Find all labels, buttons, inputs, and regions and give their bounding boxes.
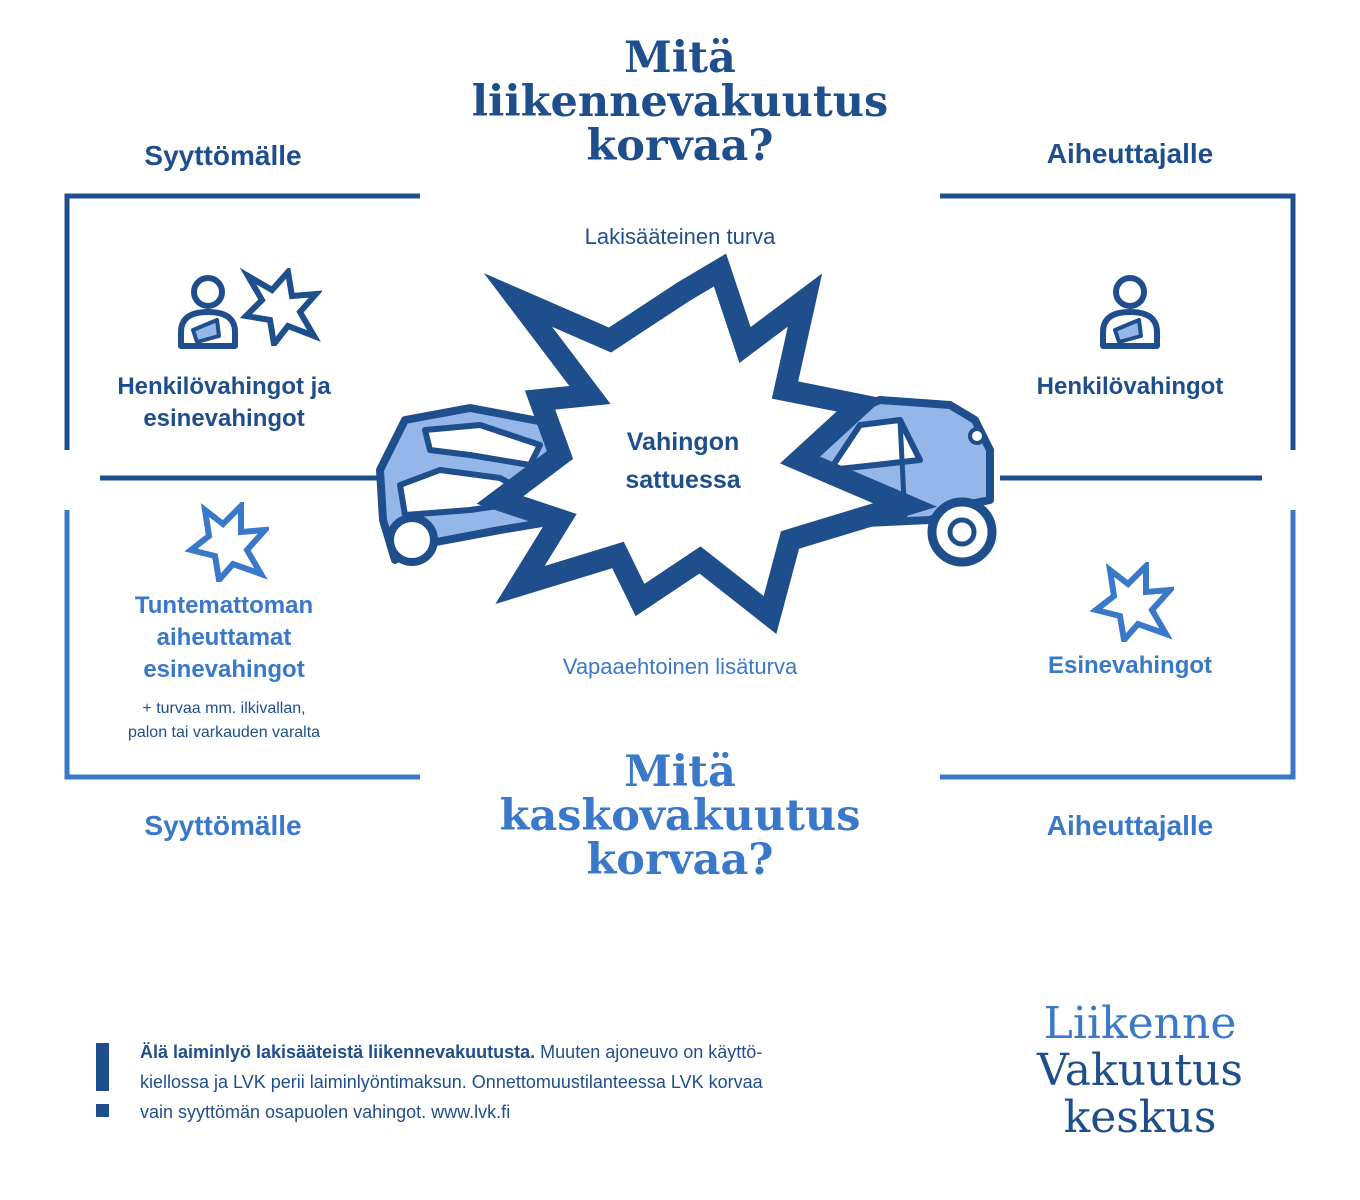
bottom-right-heading: Aiheuttajalle — [1046, 810, 1214, 841]
bottom-left-note — [64, 697, 384, 745]
center-label-line-1: Vahingon — [626, 428, 740, 456]
footer-accent-bar — [96, 1043, 109, 1091]
lvk-logo — [1010, 1000, 1270, 1141]
explosion-star-icon — [240, 268, 322, 346]
top-right-heading: Aiheuttajalle — [1046, 138, 1214, 169]
bottom-left-label — [64, 590, 384, 686]
top-left-label — [64, 371, 384, 435]
bottom-title-line-1: Mitä — [624, 747, 736, 797]
bottom-left-heading: Syyttömälle — [144, 810, 302, 841]
explosion-star-icon — [183, 502, 269, 582]
center-label-line-2: sattuessa — [625, 466, 741, 494]
bottom-left-label-line-1: Tuntemattoman — [134, 592, 314, 619]
footer-bold-text: Älä laiminlyö lakisääteistä liikennevakuutusta. — [140, 1042, 536, 1062]
bottom-left-note-line-1: + turvaa mm. ilkivallan, — [142, 700, 306, 717]
bottom-left-label-line-3: esinevahingot — [143, 656, 305, 683]
logo-line-3: keskus — [1063, 1092, 1217, 1143]
footer-accent-square — [96, 1104, 109, 1117]
bottom-right-label: Esinevahingot — [1047, 652, 1213, 679]
bottom-title-line-2: kaskovakuutus — [499, 791, 861, 841]
bottom-title — [430, 747, 930, 885]
bottom-title-line-3: korvaa? — [586, 835, 774, 885]
top-title-line-3: korvaa? — [586, 121, 774, 171]
top-left-heading: Syyttömälle — [144, 140, 302, 171]
logo-line-2: Vakuutus — [1037, 1045, 1243, 1096]
footer-line-1-rest: Muuten ajoneuvo on käyttö- — [535, 1042, 763, 1062]
bottom-left-label-line-2: aiheuttamat — [156, 624, 292, 651]
footer-text — [140, 1037, 980, 1127]
top-left-label-line-2: esinevahingot — [143, 405, 305, 432]
logo-line-1: Liikenne — [1043, 998, 1237, 1049]
explosion-star-icon — [1088, 562, 1174, 642]
injured-person-icon — [175, 270, 245, 350]
top-title-line-2: liikennevakuutus — [471, 77, 889, 127]
top-title-line-1: Mitä — [624, 33, 736, 83]
top-title — [430, 33, 930, 171]
bottom-left-note-line-2: palon tai varkauden varalta — [127, 724, 321, 741]
top-left-label-line-1: Henkilövahingot ja — [117, 373, 331, 400]
top-right-label: Henkilövahingot — [1036, 373, 1224, 400]
footer-line-1 — [140, 1037, 980, 1067]
bottom-subtitle: Vapaaehtoinen lisäturva — [562, 654, 798, 679]
injured-person-icon — [1097, 270, 1167, 350]
center-label — [573, 423, 793, 499]
top-subtitle: Lakisääteinen turva — [584, 224, 776, 249]
footer-line-3: vain syyttömän osapuolen vahingot. www.lvk.fi — [140, 1102, 511, 1122]
footer-line-2: kiellossa ja LVK perii laiminlyöntimaksun. Onnettomuustilanteessa LVK korvaa — [140, 1072, 763, 1092]
